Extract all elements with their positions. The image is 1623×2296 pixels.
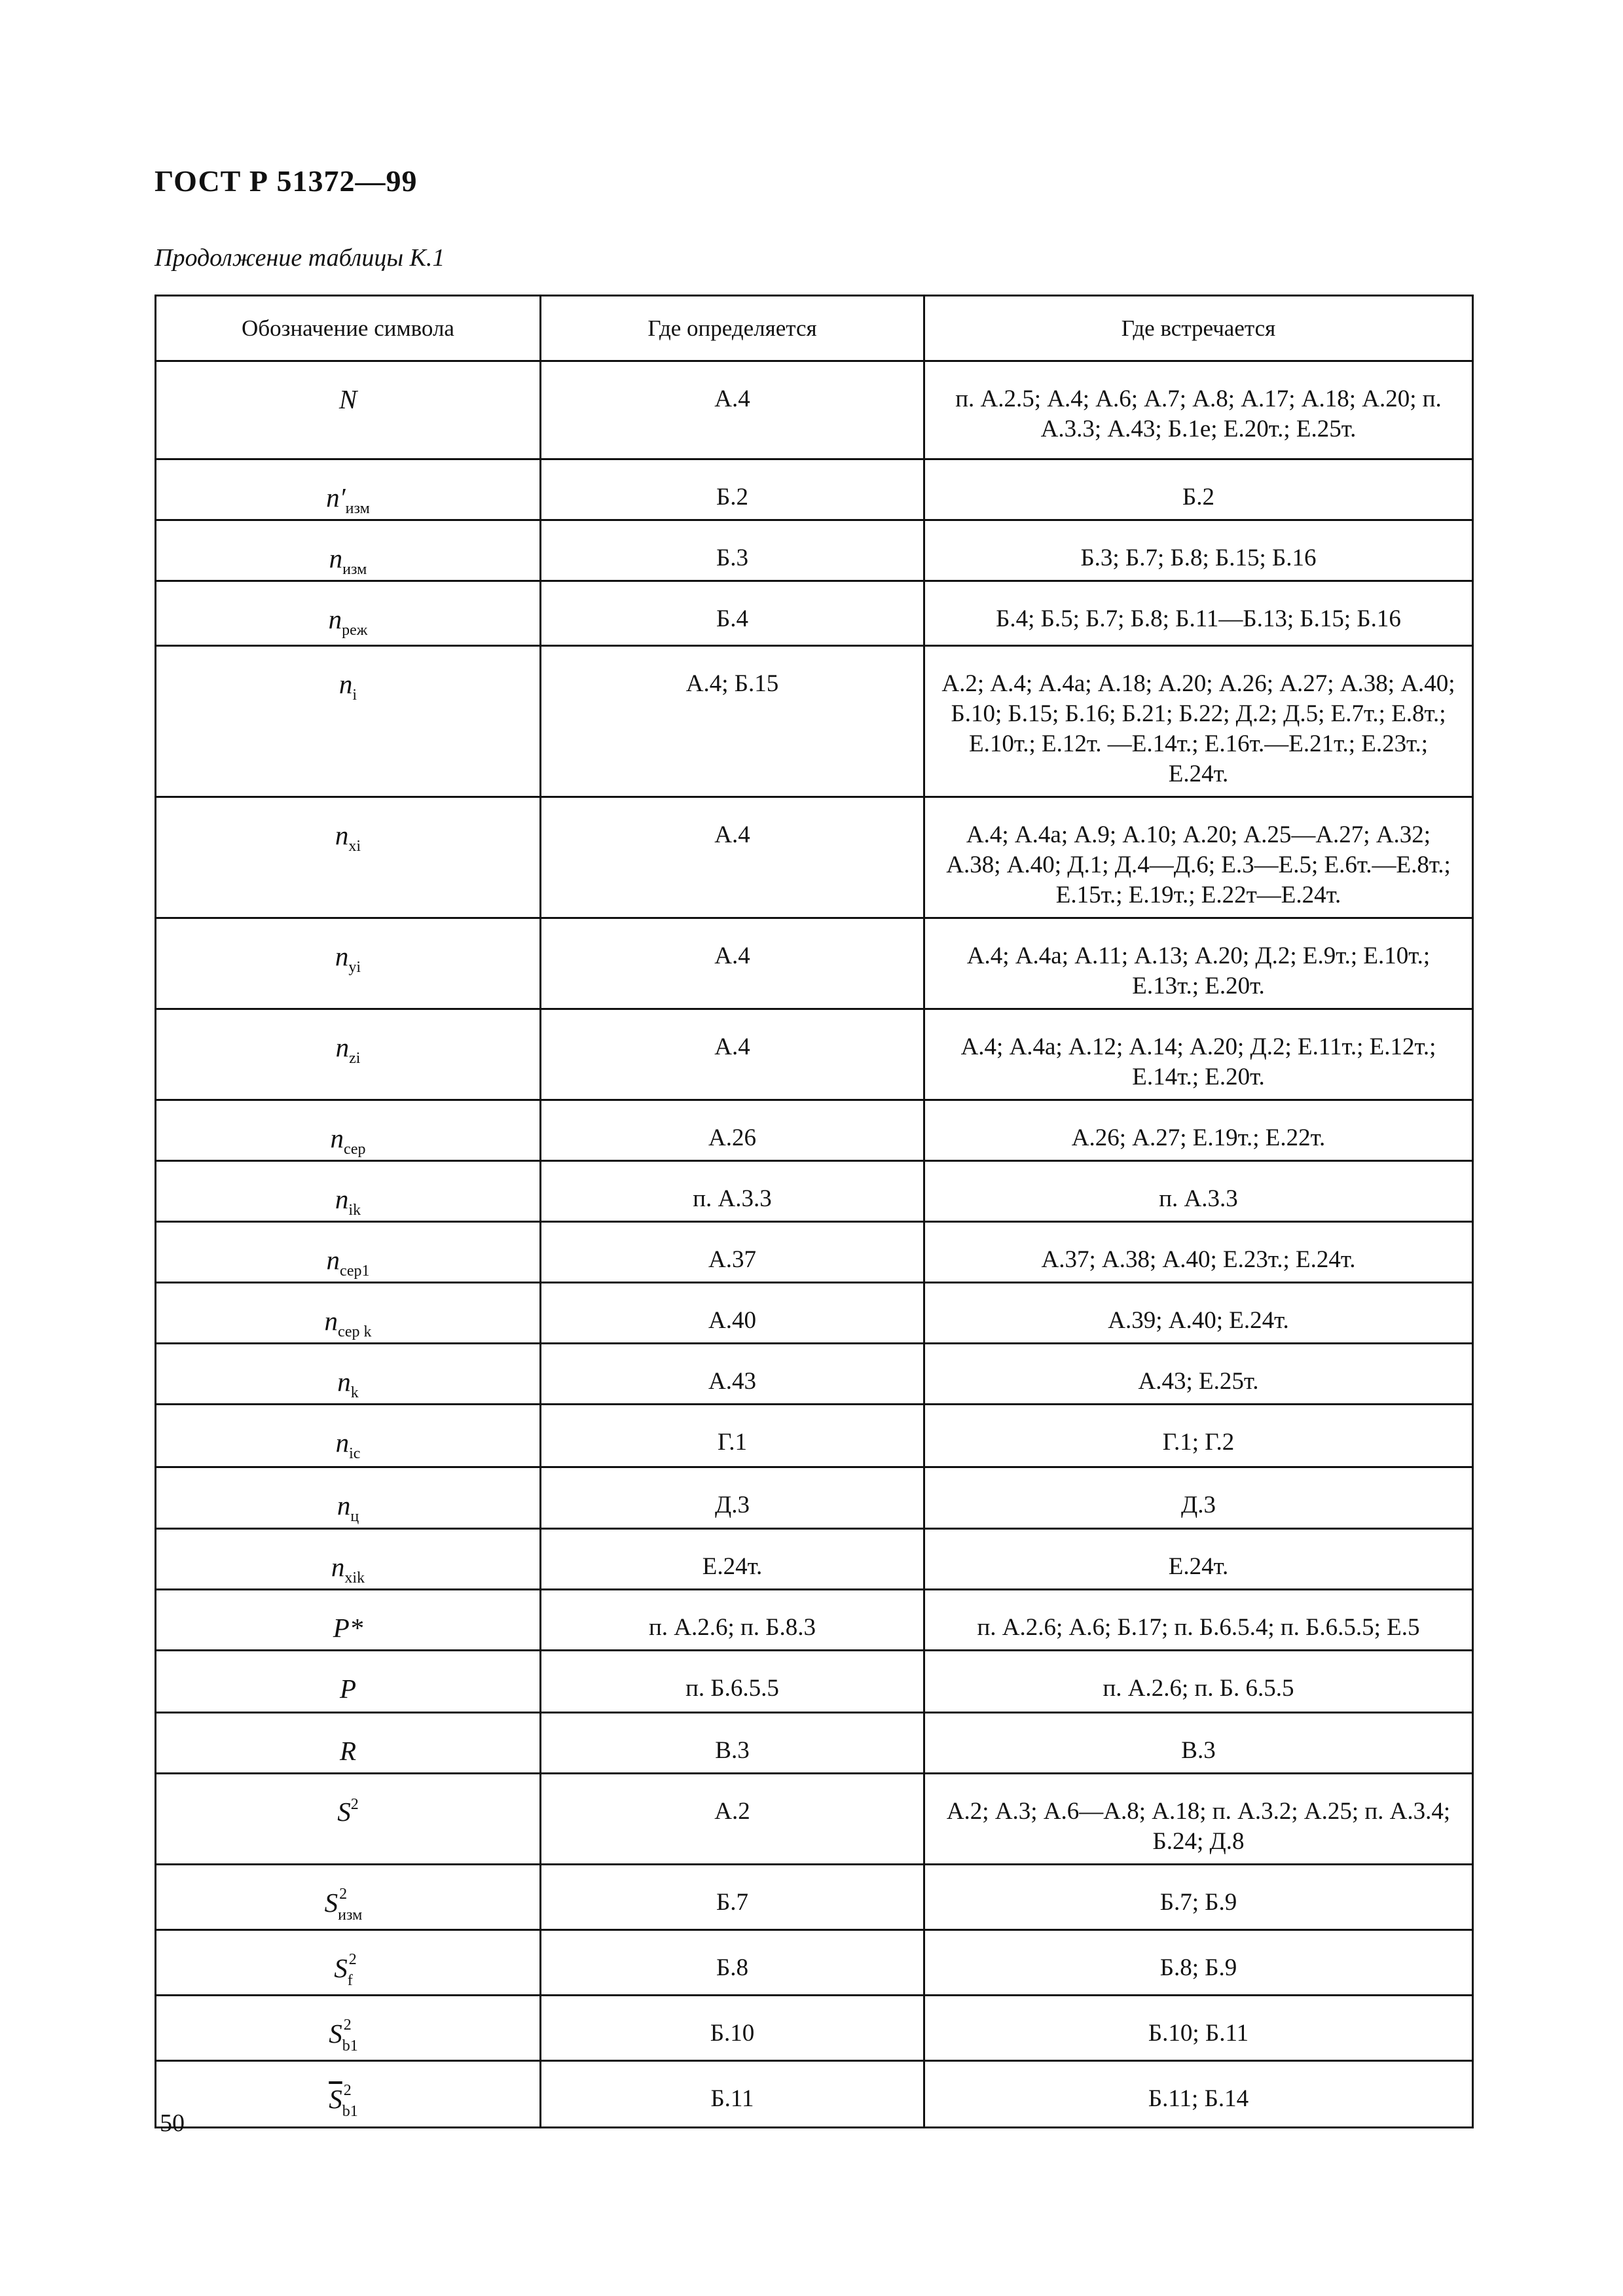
used-in-cell: Б.2	[924, 459, 1473, 520]
used-in-cell: Г.1; Г.2	[924, 1405, 1473, 1467]
symbol-base: n	[330, 1123, 344, 1153]
used-in-cell: Б.7; Б.9	[924, 1865, 1473, 1930]
symbol-cell	[156, 1100, 541, 1161]
symbol-base: n	[337, 1367, 351, 1397]
symbol-subscript: k	[350, 1384, 359, 1401]
defined-in-cell: А.4	[541, 918, 924, 1009]
table-row	[156, 1222, 1473, 1283]
symbol-base: $\overline{S}$	[329, 2084, 342, 2114]
defined-in-cell: А.4	[541, 361, 924, 459]
symbol-superscript: 2	[343, 2082, 352, 2099]
symbol-subscript: f	[347, 1972, 353, 1989]
symbol-base: P*	[333, 1613, 363, 1643]
defined-in-cell: п. Б.6.5.5	[541, 1651, 924, 1713]
symbol-cell	[156, 1651, 541, 1713]
symbol-subscript: xik	[344, 1570, 365, 1587]
table-row	[156, 1865, 1473, 1930]
symbol-subscript: изм	[342, 561, 367, 578]
defined-in-cell: Д.3	[541, 1467, 924, 1529]
used-in-cell: Б.10; Б.11	[924, 1996, 1473, 2061]
symbol-cell	[156, 1930, 541, 1996]
symbol-cell	[156, 1344, 541, 1405]
symbol-subscript: изм	[338, 1907, 363, 1924]
symbol-base: n	[335, 941, 349, 971]
column-header-used: Где встречается	[924, 296, 1473, 361]
symbol-base: n	[329, 543, 343, 573]
defined-in-cell: А.2	[541, 1774, 924, 1865]
symbol-cell	[156, 1774, 541, 1865]
symbol-subscript: yi	[348, 959, 361, 976]
symbol-base: n	[335, 1427, 350, 1458]
table-row	[156, 1283, 1473, 1344]
table-row	[156, 2061, 1473, 2128]
symbol-base: n	[337, 1490, 351, 1520]
table-row	[156, 1590, 1473, 1651]
column-header-symbol: Обозначение символа	[156, 296, 541, 361]
defined-in-cell: п. А.2.6; п. Б.8.3	[541, 1590, 924, 1651]
defined-in-cell: А.37	[541, 1222, 924, 1283]
symbol-cell	[156, 581, 541, 646]
used-in-cell: А.2; А.3; А.6—А.8; А.18; п. А.3.2; А.25; п. А.3.4; Б.24; Д.8	[924, 1774, 1473, 1865]
symbol-cell	[156, 520, 541, 581]
table-row	[156, 918, 1473, 1009]
used-in-cell: А.39; А.40; Е.24т.	[924, 1283, 1473, 1344]
used-in-cell: А.4; А.4а; А.9; А.10; А.20; А.25—А.27; А.32; А.38; А.40; Д.1; Д.4—Д.6; Е.3—Е.5; Е.6т.—Е.8т.; Е.15т.; Е.19т.; Е.22т—Е.24т.	[924, 797, 1473, 918]
symbol-subscript: xi	[348, 838, 361, 855]
symbol-subscript: ik	[348, 1202, 361, 1219]
used-in-cell: Б.8; Б.9	[924, 1930, 1473, 1996]
symbol-cell	[156, 1467, 541, 1529]
table-row	[156, 1405, 1473, 1467]
table-row	[156, 1996, 1473, 2061]
used-in-cell: А.37; А.38; А.40; Е.23т.; Е.24т.	[924, 1222, 1473, 1283]
symbol-subscript: сер k	[337, 1323, 372, 1340]
symbol-subscript: ц	[350, 1508, 359, 1525]
used-in-cell: А.26; А.27; Е.19т.; Е.22т.	[924, 1100, 1473, 1161]
table-row	[156, 646, 1473, 797]
defined-in-cell: Б.7	[541, 1865, 924, 1930]
table-row	[156, 1713, 1473, 1774]
used-in-cell: А.2; А.4; А.4а; А.18; А.20; А.26; А.27; А.38; А.40; Б.10; Б.15; Б.16; Б.21; Б.22; Д.2; Д.5; Е.7т.; Е.8т.; Е.10т.; Е.12т. —Е.14т.; Е.16т.—Е.21т.; Е.23т.; Е.24т.	[924, 646, 1473, 797]
table-body	[156, 361, 1473, 2128]
symbol-base: n	[326, 1245, 340, 1275]
used-in-cell: В.3	[924, 1713, 1473, 1774]
used-in-cell: Е.24т.	[924, 1529, 1473, 1590]
symbol-cell	[156, 1996, 541, 2061]
table-row	[156, 1774, 1473, 1865]
symbol-base: n	[335, 1184, 349, 1214]
table-row	[156, 1467, 1473, 1529]
defined-in-cell: Б.4	[541, 581, 924, 646]
used-in-cell: п. А.2.5; А.4; А.6; А.7; А.8; А.17; А.18; А.20; п. А.3.3; А.43; Б.1е; Е.20т.; Е.25т.	[924, 361, 1473, 459]
symbol-base: P	[339, 1674, 357, 1704]
symbol-base: S	[334, 1953, 348, 1983]
defined-in-cell: А.4	[541, 797, 924, 918]
symbol-base: N	[338, 384, 357, 414]
symbol-cell	[156, 1529, 541, 1590]
table-header-row	[156, 296, 1473, 361]
symbols-table	[155, 295, 1474, 2128]
defined-in-cell: В.3	[541, 1713, 924, 1774]
symbol-superscript: 2	[348, 1951, 357, 1968]
symbol-base: n	[324, 1306, 338, 1336]
table-row	[156, 1529, 1473, 1590]
table-row	[156, 1930, 1473, 1996]
symbol-base: S	[337, 1797, 351, 1827]
symbol-superscript: 2	[339, 1886, 348, 1903]
table-row	[156, 1100, 1473, 1161]
defined-in-cell: Б.11	[541, 2061, 924, 2128]
table-row	[156, 361, 1473, 459]
symbol-base: S	[329, 2018, 342, 2049]
table-row	[156, 459, 1473, 520]
symbol-cell	[156, 361, 541, 459]
defined-in-cell: Б.2	[541, 459, 924, 520]
symbol-superscript: 2	[343, 2017, 352, 2034]
used-in-cell: п. А.3.3	[924, 1161, 1473, 1222]
symbol-cell	[156, 1713, 541, 1774]
symbol-cell	[156, 1590, 541, 1651]
used-in-cell: Б.3; Б.7; Б.8; Б.15; Б.16	[924, 520, 1473, 581]
symbol-cell	[156, 1405, 541, 1467]
symbol-base: n	[335, 1032, 350, 1062]
table-row	[156, 1009, 1473, 1100]
defined-in-cell: Б.8	[541, 1930, 924, 1996]
document-code: ГОСТ Р 51372—99	[155, 164, 418, 198]
defined-in-cell: п. А.3.3	[541, 1161, 924, 1222]
symbol-subscript: b1	[342, 2103, 358, 2120]
symbol-cell	[156, 918, 541, 1009]
symbol-cell	[156, 1283, 541, 1344]
symbol-subscript: изм	[345, 500, 370, 517]
defined-in-cell: Е.24т.	[541, 1529, 924, 1590]
symbol-cell	[156, 1865, 541, 1930]
defined-in-cell: А.26	[541, 1100, 924, 1161]
defined-in-cell: Б.10	[541, 1996, 924, 2061]
symbol-cell	[156, 1009, 541, 1100]
table-row	[156, 520, 1473, 581]
table-row	[156, 581, 1473, 646]
used-in-cell: Б.11; Б.14	[924, 2061, 1473, 2128]
table-row	[156, 1651, 1473, 1713]
used-in-cell: А.43; Е.25т.	[924, 1344, 1473, 1405]
used-in-cell: п. А.2.6; п. Б. 6.5.5	[924, 1651, 1473, 1713]
symbol-subscript: ic	[349, 1445, 361, 1462]
symbol-base: n	[331, 1552, 345, 1582]
symbol-subscript: сер1	[339, 1263, 370, 1280]
used-in-cell: А.4; А.4а; А.11; А.13; А.20; Д.2; Е.9т.; Е.10т.; Е.13т.; Е.20т.	[924, 918, 1473, 1009]
symbol-cell	[156, 1222, 541, 1283]
table-row	[156, 1344, 1473, 1405]
symbol-superscript: 2	[350, 1796, 359, 1813]
page-number: 50	[160, 2109, 185, 2137]
symbol-cell	[156, 797, 541, 918]
symbol-subscript: реж	[342, 622, 368, 639]
defined-in-cell: А.4	[541, 1009, 924, 1100]
symbol-subscript: сер	[343, 1141, 366, 1158]
symbol-subscript: i	[352, 687, 357, 704]
symbol-base: n	[338, 669, 353, 699]
symbol-base: S	[324, 1888, 338, 1918]
table-row	[156, 1161, 1473, 1222]
defined-in-cell: Г.1	[541, 1405, 924, 1467]
symbol-cell	[156, 459, 541, 520]
symbol-base: n	[328, 604, 342, 634]
used-in-cell: п. А.2.6; А.6; Б.17; п. Б.6.5.4; п. Б.6.5.5; Е.5	[924, 1590, 1473, 1651]
used-in-cell: Б.4; Б.5; Б.7; Б.8; Б.11—Б.13; Б.15; Б.16	[924, 581, 1473, 646]
symbol-base: n	[335, 820, 349, 850]
symbol-base: n′	[326, 482, 346, 512]
symbol-subscript: zi	[349, 1050, 361, 1067]
symbol-cell	[156, 2061, 541, 2128]
defined-in-cell: А.4; Б.15	[541, 646, 924, 797]
symbol-cell	[156, 646, 541, 797]
table-row	[156, 797, 1473, 918]
defined-in-cell: Б.3	[541, 520, 924, 581]
symbol-base: R	[339, 1736, 357, 1766]
used-in-cell: А.4; А.4а; А.12; А.14; А.20; Д.2; Е.11т.; Е.12т.; Е.14т.; Е.20т.	[924, 1009, 1473, 1100]
symbol-cell	[156, 1161, 541, 1222]
column-header-defined: Где определяется	[541, 296, 924, 361]
symbol-subscript: b1	[342, 2037, 358, 2054]
table-caption: Продолжение таблицы К.1	[155, 244, 445, 272]
defined-in-cell: А.40	[541, 1283, 924, 1344]
used-in-cell: Д.3	[924, 1467, 1473, 1529]
defined-in-cell: А.43	[541, 1344, 924, 1405]
